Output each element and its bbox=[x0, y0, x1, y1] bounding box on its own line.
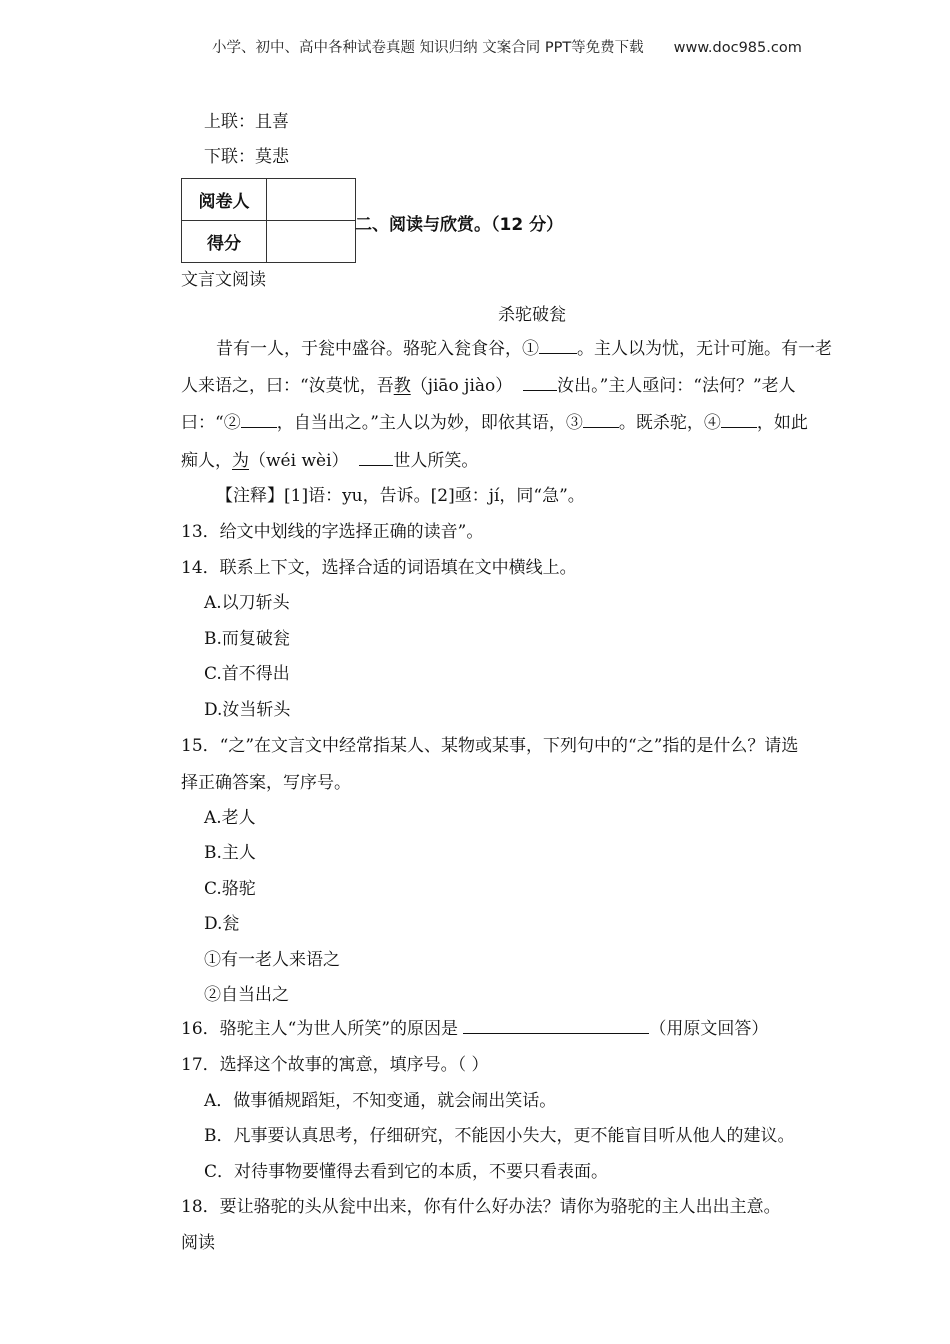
q16-hint: （用原文回答） bbox=[649, 1019, 769, 1039]
passage-text: ，如此 bbox=[756, 413, 808, 433]
passage-line-4 bbox=[181, 449, 478, 473]
q15-option-c[interactable]: C.骆驼 bbox=[204, 879, 256, 899]
question-17: 17．选择这个故事的寓意，填序号。（ ） bbox=[181, 1055, 489, 1075]
section-subtitle: 文言文阅读 bbox=[181, 270, 266, 290]
couplet-upper: 上联：且喜 bbox=[204, 112, 289, 132]
q14-option-b[interactable]: B.而复破瓮 bbox=[204, 629, 290, 649]
passage-text: 汝出。”主人亟问：“法何？”老人 bbox=[557, 376, 796, 396]
passage-text: 世人所笑。 bbox=[393, 451, 479, 471]
blank-3[interactable] bbox=[583, 412, 619, 428]
passage-text: 痴人， bbox=[181, 451, 232, 471]
passage-line-3 bbox=[181, 411, 808, 435]
pinyin-choice: （wéi wèi） bbox=[249, 451, 349, 471]
blank-pinyin-1[interactable] bbox=[523, 375, 557, 391]
reviewer-field[interactable] bbox=[267, 179, 356, 221]
passage-text: 。既杀驼，④ bbox=[618, 413, 721, 433]
header-url[interactable]: www.doc985.com bbox=[673, 40, 802, 56]
underlined-char-wei: 为 bbox=[232, 451, 249, 471]
blank-pinyin-2[interactable] bbox=[359, 450, 393, 466]
question-13: 13．给文中划线的字选择正确的读音”。 bbox=[181, 522, 484, 542]
footer-label: 阅读 bbox=[181, 1233, 215, 1253]
q16-stem: 16．骆驼主人“为世人所笑”的原因是 bbox=[181, 1019, 459, 1039]
question-14: 14．联系上下文，选择合适的词语填在文中横线上。 bbox=[181, 558, 577, 578]
passage-text: 曰：“② bbox=[181, 413, 241, 433]
q15-item-2: ②自当出之 bbox=[204, 985, 289, 1005]
passage-line-1 bbox=[216, 337, 832, 361]
passage-note: 【注释】[1]语：yu，告诉。[2]亟：jí，同“急”。 bbox=[216, 486, 585, 506]
q14-option-d[interactable]: D.汝当斩头 bbox=[204, 700, 291, 720]
q14-option-a[interactable]: A.以刀斩头 bbox=[204, 593, 290, 613]
score-box bbox=[181, 178, 356, 263]
header-text: 小学、初中、高中各种试卷真题 知识归纳 文案合同 PPT等免费下载 bbox=[212, 40, 644, 56]
q15-option-b[interactable]: B.主人 bbox=[204, 843, 256, 863]
page-header bbox=[212, 36, 802, 57]
passage-text: 昔有一人，于瓮中盛谷。骆驼入瓮食谷，① bbox=[216, 339, 539, 359]
q17-option-c[interactable]: C．对待事物要懂得去看到它的本质，不要只看表面。 bbox=[204, 1162, 609, 1182]
blank-1[interactable] bbox=[539, 338, 577, 354]
passage-text: ，自当出之。”主人以为妙，即依其语，③ bbox=[276, 413, 583, 433]
blank-4[interactable] bbox=[721, 412, 757, 428]
question-15-line-1: 15．“之”在文言文中经常指某人、某物或某事，下列句中的“之”指的是什么？请选 bbox=[181, 736, 799, 756]
passage-line-2 bbox=[181, 374, 796, 398]
underlined-char-jiao: 教 bbox=[393, 376, 411, 396]
score-label: 得分 bbox=[182, 221, 267, 263]
question-16 bbox=[181, 1017, 768, 1041]
passage-title: 杀驼破瓮 bbox=[498, 305, 566, 325]
passage-text: 。主人以为忧，无计可施。有一老 bbox=[577, 339, 832, 359]
score-field[interactable] bbox=[267, 221, 356, 263]
pinyin-choice: （jiāo jiào） bbox=[410, 376, 513, 396]
q17-option-a[interactable]: A．做事循规蹈矩，不知变通，就会闹出笑话。 bbox=[204, 1091, 557, 1111]
reviewer-label: 阅卷人 bbox=[182, 179, 267, 221]
section-title: 二、阅读与欣赏。（12 分） bbox=[355, 215, 564, 235]
question-18: 18．要让骆驼的头从瓮中出来，你有什么好办法？请你为骆驼的主人出出主意。 bbox=[181, 1197, 781, 1217]
blank-2[interactable] bbox=[241, 412, 277, 428]
q15-option-d[interactable]: D.瓮 bbox=[204, 914, 240, 934]
q14-option-c[interactable]: C.首不得出 bbox=[204, 664, 290, 684]
q16-answer-blank[interactable] bbox=[463, 1018, 649, 1034]
q17-option-b[interactable]: B．凡事要认真思考，仔细研究，不能因小失大，更不能盲目听从他人的建议。 bbox=[204, 1126, 795, 1146]
q15-option-a[interactable]: A.老人 bbox=[204, 808, 256, 828]
question-15-line-2: 择正确答案，写序号。 bbox=[181, 773, 351, 793]
couplet-lower: 下联：莫悲 bbox=[204, 147, 289, 167]
q15-item-1: ①有一老人来语之 bbox=[204, 950, 340, 970]
passage-text: 人来语之，曰：“汝莫忧，吾 bbox=[181, 376, 394, 396]
